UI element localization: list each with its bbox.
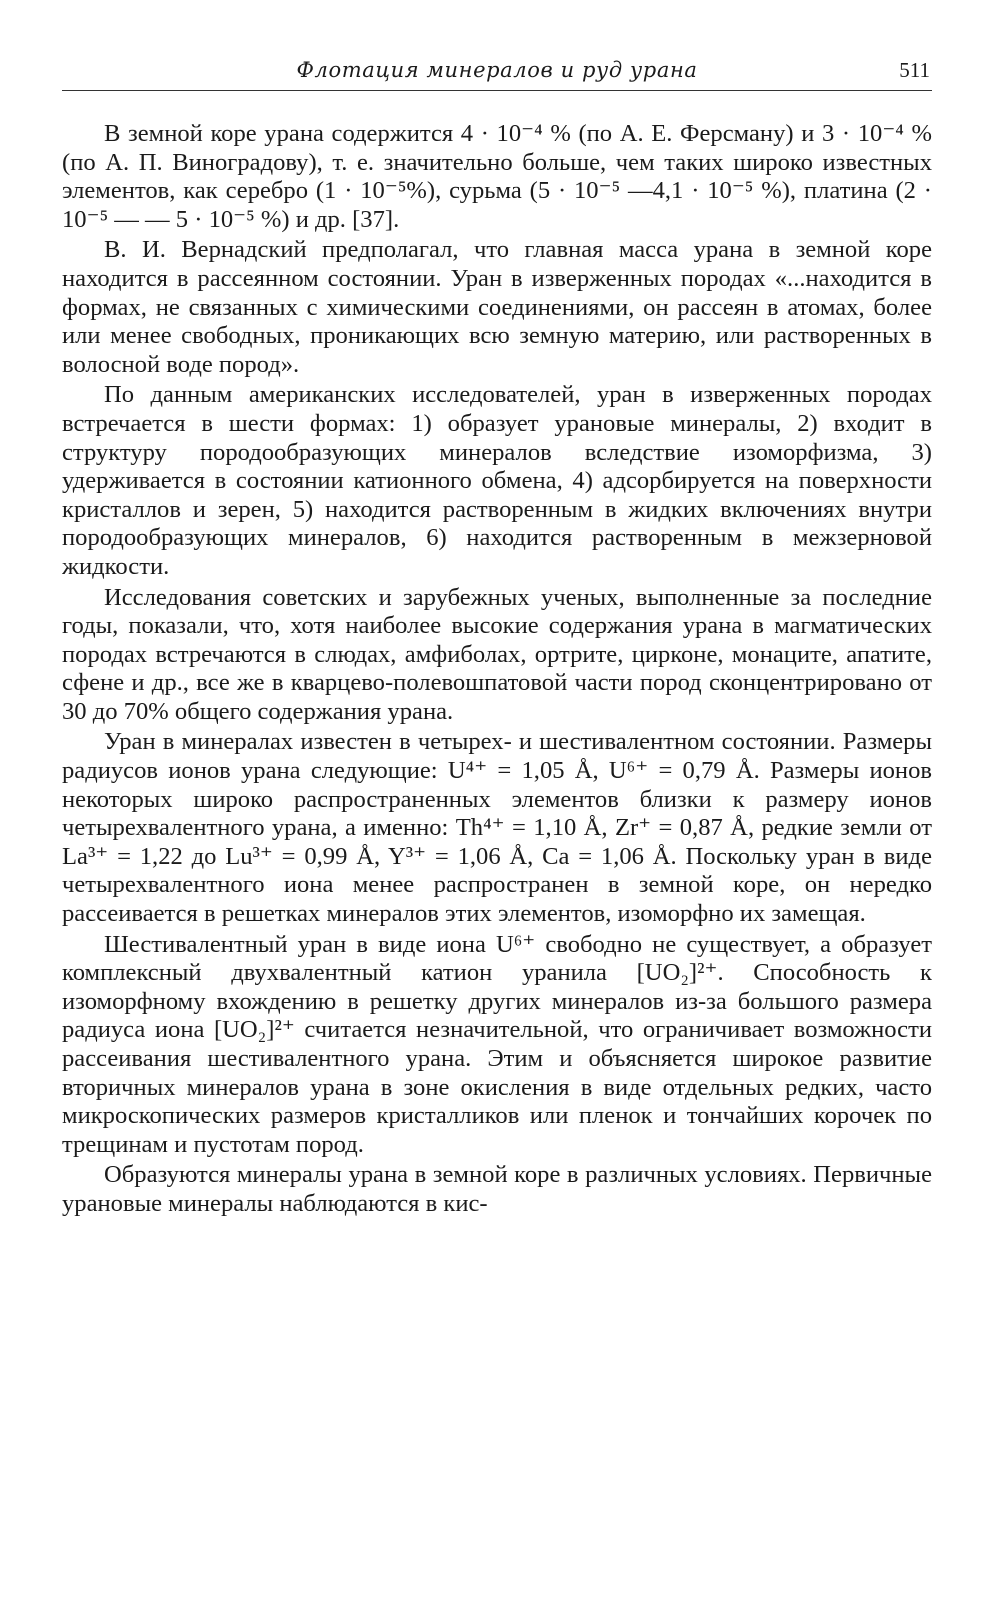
paragraph: Шестивалентный уран в виде иона U⁶⁺ свободно не существует, а образует комплексный двухвалентный катион уранила [UO₂]²⁺. Способность к изоморфному вхождению в решетку других минералов из-за большого размера радиуса иона [UO₂]²⁺ считается незначительной, что ограничивает возможности рассеивания шестивалентного урана. Этим и объясняется широкое развитие вторичных минералов урана в зоне окисления в виде отдельных редких, часто микроскопических размеров кристалликов или пленок и тончайших корочек по трещинам и пустотам пород. <box>62 930 932 1158</box>
paragraph: В. И. Вернадский предполагал, что главная масса урана в земной коре находится в рассеянном состоянии. Уран в изверженных породах «...находится в формах, не связанных с химическими соединениями, он рассеян в атомах, более или менее свободных, проникающих всю земную материю, или растворенных в волосной воде пород». <box>62 236 932 378</box>
running-header <box>62 48 932 88</box>
book-page <box>62 48 932 1568</box>
paragraph: В земной коре урана содержится 4 · 10⁻⁴ % (по А. Е. Ферсману) и 3 · 10⁻⁴ % (по А. П. Виноградову), т. е. значительно больше, чем таких широко известных элементов, как серебро (1 · 10⁻⁵%), сурьма (5 · 10⁻⁵ —4,1 · 10⁻⁵ %), платина (2 · 10⁻⁵ — — 5 · 10⁻⁵ %) и др. [37]. <box>62 120 932 233</box>
paragraph: Уран в минералах известен в четырех- и шестивалентном состоянии. Размеры радиусов ионов урана следующие: U⁴⁺ = 1,05 Å, U⁶⁺ = 0,79 Å. Размеры ионов некоторых широко распространенных элементов близки к размеру ионов четырехвалентного урана, а именно: Th⁴⁺ = 1,10 Å, Zr⁺ = 0,87 Å, редкие земли от La³⁺ = 1,22 до Lu³⁺ = 0,99 Å, Y³⁺ = 1,06 Å, Ca = 1,06 Å. Поскольку уран в виде четырехвалентного иона менее распространен в земной коре, он нередко рассеивается в решетках минералов этих элементов, изоморфно их замещая. <box>62 728 932 928</box>
paragraph: По данным американских исследователей, уран в изверженных породах встречается в шести формах: 1) образует урановые минералы, 2) входит в структуру породообразующих минералов вследствие изоморфизма, 3) удерживается в состоянии катионного обмена, 4) адсорбируется на поверхности кристаллов и зерен, 5) находится растворенным в жидких включениях внутри породообразующих минералов, 6) находится растворенным в межзерновой жидкости. <box>62 381 932 580</box>
header-rule <box>62 90 932 91</box>
paragraph: Образуются минералы урана в земной коре в различных условиях. Первичные урановые минералы наблюдаются в кис- <box>62 1161 932 1217</box>
running-title: Флотация минералов и руд урана <box>296 58 698 82</box>
body-text <box>62 120 932 1221</box>
page-number: 511 <box>899 58 930 82</box>
paragraph: Исследования советских и зарубежных ученых, выполненные за последние годы, показали, что, хотя наиболее высокие содержания урана в магматических породах встречаются в слюдах, амфиболах, ортрите, цирконе, монаците, апатите, сфене и др., все же в кварцево-полевошпатовой части пород сконцентрировано от 30 до 70% общего содержания урана. <box>62 583 932 725</box>
